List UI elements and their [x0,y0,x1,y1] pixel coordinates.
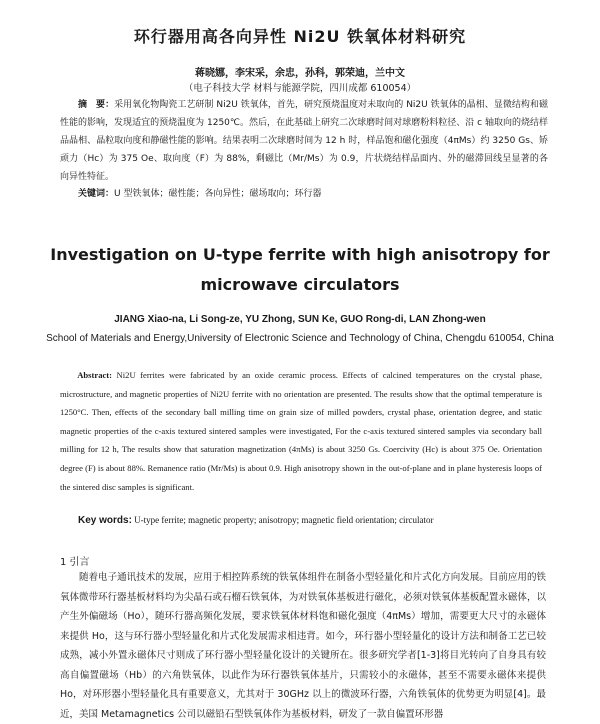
chinese-authors: 蒋晓娜，李宋采，余忠，孙科，郭荣迪，兰中文 [195,68,405,79]
english-title: Investigation on U-type ferrite with high anisotropy for microwave circulators [50,245,550,294]
english-keywords-text: U-type ferrite; magnetic property; anisotropy; magnetic field orientation; circulator [134,515,434,525]
english-affiliation: School of Materials and Energy,University of Electronic Science and Technology of China, Chengdu 610054, China [46,333,554,344]
chinese-abstract-label: 摘 要： [78,100,115,110]
english-authors: JIANG Xiao-na, Li Song-ze, YU Zhong, SUN Ke, GUO Rong-di, LAN Zhong-wen [114,314,486,325]
chinese-keywords-text: U 型铁氧体；磁性能；各向异性；磁场取向；环行器 [114,189,322,199]
chinese-title: 环行器用高各向异性 Ni2U 铁氧体材料研究 [133,27,467,46]
section-heading-introduction: 1 引言 [60,557,90,568]
chinese-abstract-text: 采用氧化物陶瓷工艺研制 Ni2U 铁氧体，首先，研究预烧温度对未取向的 Ni2U 铁氧体的晶相、显微结构和磁性能的影响，发现适宜的预烧温度为 1250℃。然后，在此基础上研究二次球磨时间对球磨粉料粒径、沿 c 轴取向的烧结样品晶相、晶粒取向度和静磁性能的影响。结果表明二次球磨时间为 12 h 时，样品饱和磁化强度（4πMs）约 3250 Gs、矫顽力（Hc）为 375 Oe、取向度（F）为 88%，剩磁比（Mr/Ms）为 0.9，片状烧结样品面内、外的磁滞回线呈显著的各向异性特征。 [60,100,548,182]
chinese-affiliation: （电子科技大学 材料与能源学院，四川成都 610054） [183,83,417,94]
chinese-keywords-label: 关键词： [78,189,115,199]
english-abstract [60,366,542,496]
english-keywords [78,515,548,526]
english-abstract-text: Ni2U ferrites were fabricated by an oxide ceramic process. Effects of calcined temperatures on the crystal phase, microstructure, and magnetic properties of Ni2U ferrite with no orientation are presented. The results show that the optimal temperature is 1250°C. Then, effects of the secondary ball milling time on grain size of milled powders, crystal phase, orientation degree, and static magnetic properties of the c-axis textured sintered samples were investigated, For the c-axis textured sintered samples via secondary ball milling for 12 h, The results show that saturation magnetization (4πMs) is about 3250 Gs. Coercivity (Hc) is about 375 Oe. Orientation degree (F) is about 88%. Remanence ratio (Mr/Ms) is about 0.9. High anisotropy shown in the out-of-plane and in plane hysteresis loops of the sintered disc samples is significant. [60,370,542,492]
english-abstract-label: Abstract: [77,370,113,380]
chinese-abstract [60,96,548,186]
chinese-keywords [78,186,548,199]
english-keywords-label: Key words: [78,515,132,526]
introduction-paragraph: 随着电子通讯技术的发展，应用于相控阵系统的铁氧体组件在制备小型轻量化和片式化方向发展。目前应用的铁氧体微带环行器基板材料均为尖晶石或石榴石铁氧体，为对铁氧体基板进行磁化，必须对铁氧体基板配置永磁体，以产生外偏磁场（Ho），随环行器高频化发展，要求铁氧体材料饱和磁化强度（4πMs）增加，需要更大尺寸的永磁体来提供 Ho，这与环行器小型轻量化和片式化发展需求相违背。如今，环行器小型轻量化的设计方法和制备工艺已较成熟，减小外置永磁体尺寸则成了环行器小型轻量化设计的关键所在。很多研究学者[1-3]将目光转向了自身具有较高自偏置磁场（Hb）的六角铁氧体，以此作为环行器铁氧体基片，只需较小的永磁体，甚至不需要永磁体来提供 Ho，对环形器小型轻量化具有重要意义，尤其对于 30GHz 以上的微波环行器，六角铁氧体的优势更为明显[4]。最近，美国 Metamagnetics 公司以磁铅石型铁氧体作为基板材料，研发了一款自偏置环形器 [60,572,546,720]
